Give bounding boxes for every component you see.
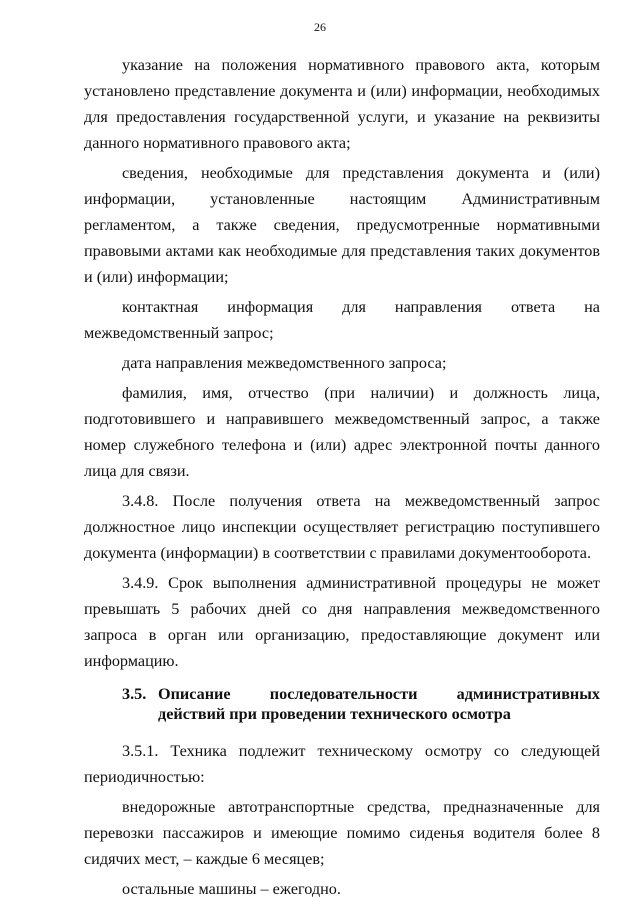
section-title: Описание последовательности административных действий при проведении технического осмотра xyxy=(158,685,600,723)
paragraph-3-5-1: 3.5.1. Техника подлежит техническому осмотру со следующей периодичностью: xyxy=(84,742,600,786)
page-number: 26 xyxy=(314,20,326,34)
document-body xyxy=(84,52,600,906)
paragraph-other-machines: остальные машины – ежегодно. xyxy=(122,880,341,898)
paragraph-required-information: сведения, необходимые для представления документа и (или) информации, установленные настоящим Административным регламентом, а также сведения, предусмотренные нормативными правовыми актами как необходимые для представления таких документов и (или) информации; xyxy=(84,164,600,286)
section-heading xyxy=(84,684,600,724)
paragraph-3-4-9: 3.4.9. Срок выполнения административной процедуры не может превышать 5 рабочих дней со дня направления межведомственного запроса в орган или организацию, предоставляющие документ или информацию. xyxy=(84,574,600,670)
section-number: 3.5. xyxy=(122,685,147,703)
paragraph-responsible-person: фамилия, имя, отчество (при наличии) и должность лица, подготовившего и направившего межведомственный запрос, а также номер служебного телефона и (или) адрес электронной почты данного лица для связи. xyxy=(84,384,600,480)
paragraph-offroad-vehicles: внедорожные автотранспортные средства, предназначенные для перевозки пассажиров и имеющие помимо сиденья водителя более 8 сидячих мест, – каждые 6 месяцев; xyxy=(84,798,600,868)
paragraph-3-4-8: 3.4.8. После получения ответа на межведомственный запрос должностное лицо инспекции осуществляет регистрацию поступившего документа (информации) в соответствии с правилами документооборота. xyxy=(84,492,600,562)
paragraph-request-date: дата направления межведомственного запроса; xyxy=(122,354,447,372)
paragraph-legal-act-reference: указание на положения нормативного правового акта, которым установлено представление документа и (или) информации, необходимых для предоставления государственной услуги, и указание на реквизиты данного нормативного правового акта; xyxy=(84,56,600,152)
paragraph-contact-information: контактная информация для направления ответа на межведомственный запрос; xyxy=(84,298,600,342)
